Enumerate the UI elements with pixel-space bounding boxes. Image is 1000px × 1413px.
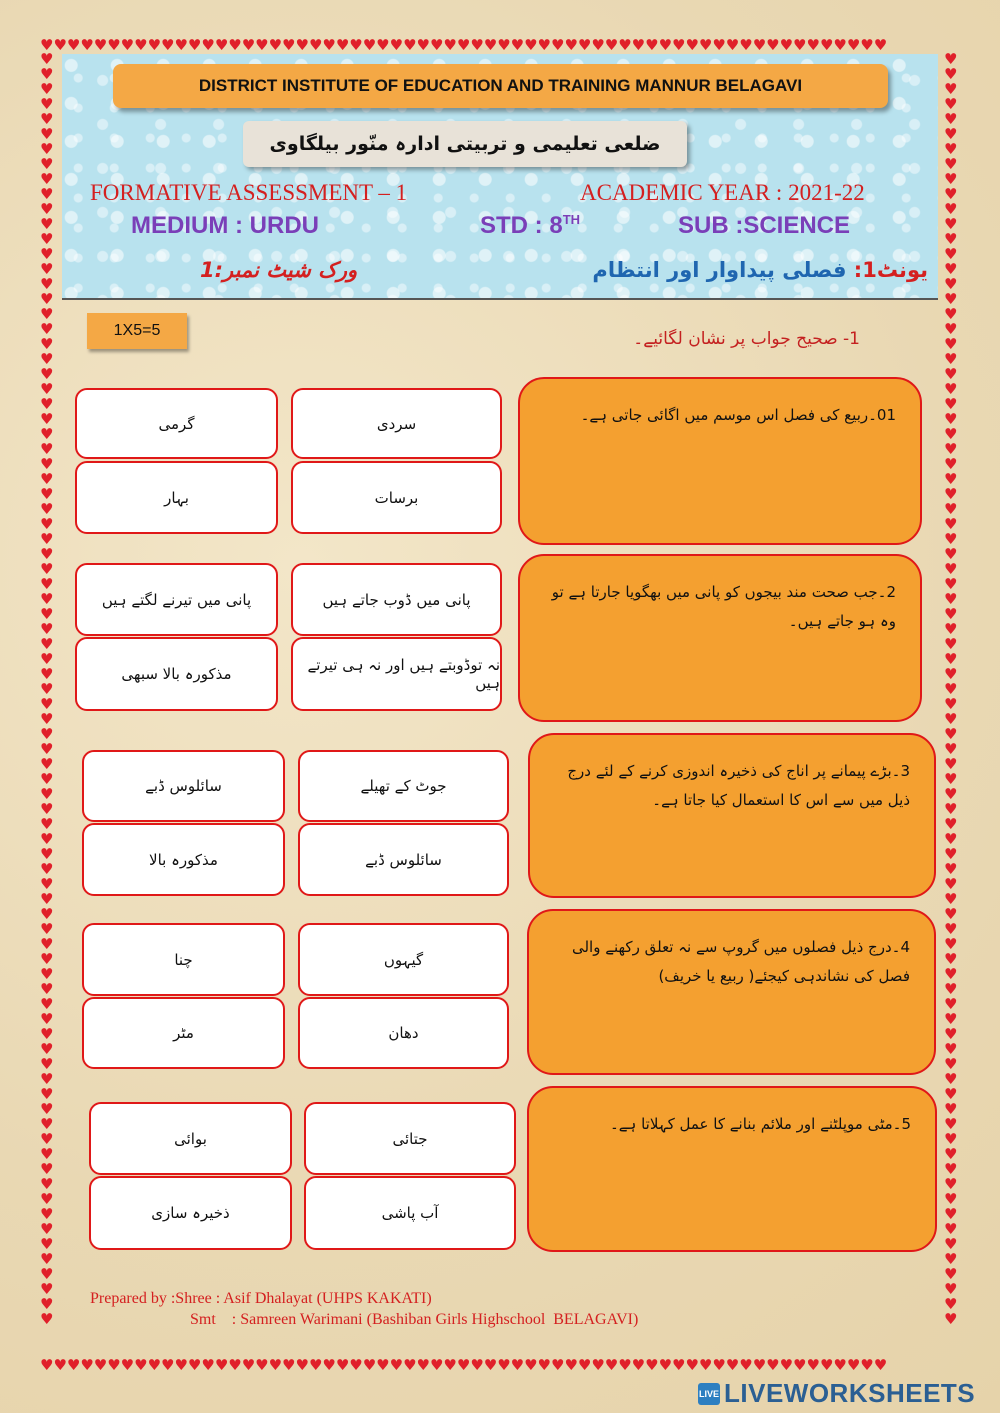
q4-option-1[interactable]: گیہوں [298, 923, 509, 996]
liveworksheets-logo-icon: LIVE [698, 1383, 720, 1405]
heart-border-left: ♥♥♥♥♥♥♥♥♥♥♥♥♥♥♥♥♥♥♥♥♥♥♥♥♥♥♥♥♥♥♥♥♥♥♥♥♥♥♥♥♥♥♥♥♥♥♥♥♥♥♥♥♥♥♥♥♥♥♥♥♥♥♥♥♥♥♥♥♥♥♥♥♥♥♥♥♥♥♥♥♥♥♥♥♥ [40, 52, 54, 1328]
q3-option-1[interactable]: جوٹ کے تھیلے [298, 750, 509, 822]
q1-option-1[interactable]: سردی [291, 388, 502, 459]
q2-option-2[interactable]: پانی میں تیرنے لگتے ہیں [75, 563, 278, 636]
question-4: 4۔درج ذیل فصلوں میں گروپ سے نہ تعلق رکھنے والی فصل کی نشاندہی کیجئے( ربیع یا خریف) [527, 909, 936, 1075]
unit-title: فصلی پیداوار اور انتظام [592, 258, 847, 282]
q3-option-4[interactable]: مذکورہ بالا [82, 823, 285, 896]
q3-option-3[interactable]: سائلوس ڈبے [298, 823, 509, 896]
heart-border-top: ♥♥♥♥♥♥♥♥♥♥♥♥♥♥♥♥♥♥♥♥♥♥♥♥♥♥♥♥♥♥♥♥♥♥♥♥♥♥♥♥♥♥♥♥♥♥♥♥♥♥♥♥♥♥♥♥♥♥♥♥♥♥♥ [40, 38, 888, 53]
q5-option-3[interactable]: آب پاشی [304, 1176, 516, 1250]
q5-option-2[interactable]: بوائی [89, 1102, 292, 1175]
heart-border-right: ♥♥♥♥♥♥♥♥♥♥♥♥♥♥♥♥♥♥♥♥♥♥♥♥♥♥♥♥♥♥♥♥♥♥♥♥♥♥♥♥♥♥♥♥♥♥♥♥♥♥♥♥♥♥♥♥♥♥♥♥♥♥♥♥♥♥♥♥♥♥♥♥♥♥♥♥♥♥♥♥♥♥♥♥♥ [944, 52, 958, 1328]
q1-option-3[interactable]: برسات [291, 461, 502, 534]
subject-label: SUB :SCIENCE [678, 212, 851, 239]
q4-option-4[interactable]: مٹر [82, 997, 285, 1069]
question-3: 3۔بڑے پیمانے پر اناج کی ذخیرہ اندوزی کرنے کے لئے درج ذیل میں سے اس کا استعمال کیا جاتا ہے۔ [528, 733, 936, 898]
marks-badge: 1X5=5 [87, 313, 187, 349]
q1-option-4[interactable]: بہار [75, 461, 278, 534]
question-2: 2۔جب صحت مند بیجوں کو پانی میں بھگویا جارتا ہے تو وہ ہو جاتے ہیں۔ [518, 554, 922, 722]
academic-year: ACADEMIC YEAR : 2021-22 [580, 180, 865, 205]
std-label [480, 212, 580, 240]
q2-option-3[interactable]: نہ توڈوبتے ہیں اور نہ ہی تیرتے ہیں [291, 637, 502, 711]
urdu-institute-banner: ضلعی تعلیمی و تربیتی ادارہ منّور بیلگاوی [243, 121, 687, 167]
section-instruction: 1- صحیح جواب پر نشان لگائیے۔ [633, 329, 860, 349]
question-5: 5۔مٹی موپلٹنے اور ملائم بنانے کا عمل کہلاتا ہے۔ [527, 1086, 937, 1252]
liveworksheets-wordmark: LIVEWORKSHEETS [724, 1378, 976, 1408]
std-text: STD : 8 [480, 212, 563, 239]
liveworksheets-brand[interactable] [698, 1378, 975, 1409]
std-superscript: TH [562, 212, 581, 227]
q5-option-4[interactable]: ذخیرہ سازی [89, 1176, 292, 1250]
q4-option-3[interactable]: دھان [298, 997, 509, 1069]
heart-border-bottom: ♥♥♥♥♥♥♥♥♥♥♥♥♥♥♥♥♥♥♥♥♥♥♥♥♥♥♥♥♥♥♥♥♥♥♥♥♥♥♥♥♥♥♥♥♥♥♥♥♥♥♥♥♥♥♥♥♥♥♥♥♥♥♥ [40, 1358, 888, 1373]
worksheet-number: ورک شیٹ نمبر:1 [200, 258, 358, 282]
q2-option-1[interactable]: پانی میں ڈوب جاتے ہیں [291, 563, 502, 636]
q2-option-4[interactable]: مذکورہ بالا سبھی [75, 637, 278, 711]
unit-label: یونٹ1: [853, 258, 928, 282]
prepared-by-line-1: Prepared by :Shree : Asif Dhalayat (UHPS KAKATI) [90, 1290, 432, 1307]
prepared-by-line-2: Smt : Samreen Warimani (Bashiban Girls Highschool BELAGAVI) [190, 1311, 639, 1328]
assessment-title: FORMATIVE ASSESSMENT – 1 [90, 180, 408, 205]
q5-option-1[interactable]: جتائی [304, 1102, 516, 1175]
q3-option-2[interactable]: سائلوس ڈبے [82, 750, 285, 822]
medium-label: MEDIUM : URDU [131, 212, 319, 239]
unit-heading [592, 258, 928, 282]
q1-option-2[interactable]: گرمی [75, 388, 278, 459]
q4-option-2[interactable]: چنا [82, 923, 285, 996]
question-1: 01۔ربیع کی فصل اس موسم میں اگائی جاتی ہے۔ [518, 377, 922, 545]
institute-banner: DISTRICT INSTITUTE OF EDUCATION AND TRAINING MANNUR BELAGAVI [113, 64, 888, 108]
